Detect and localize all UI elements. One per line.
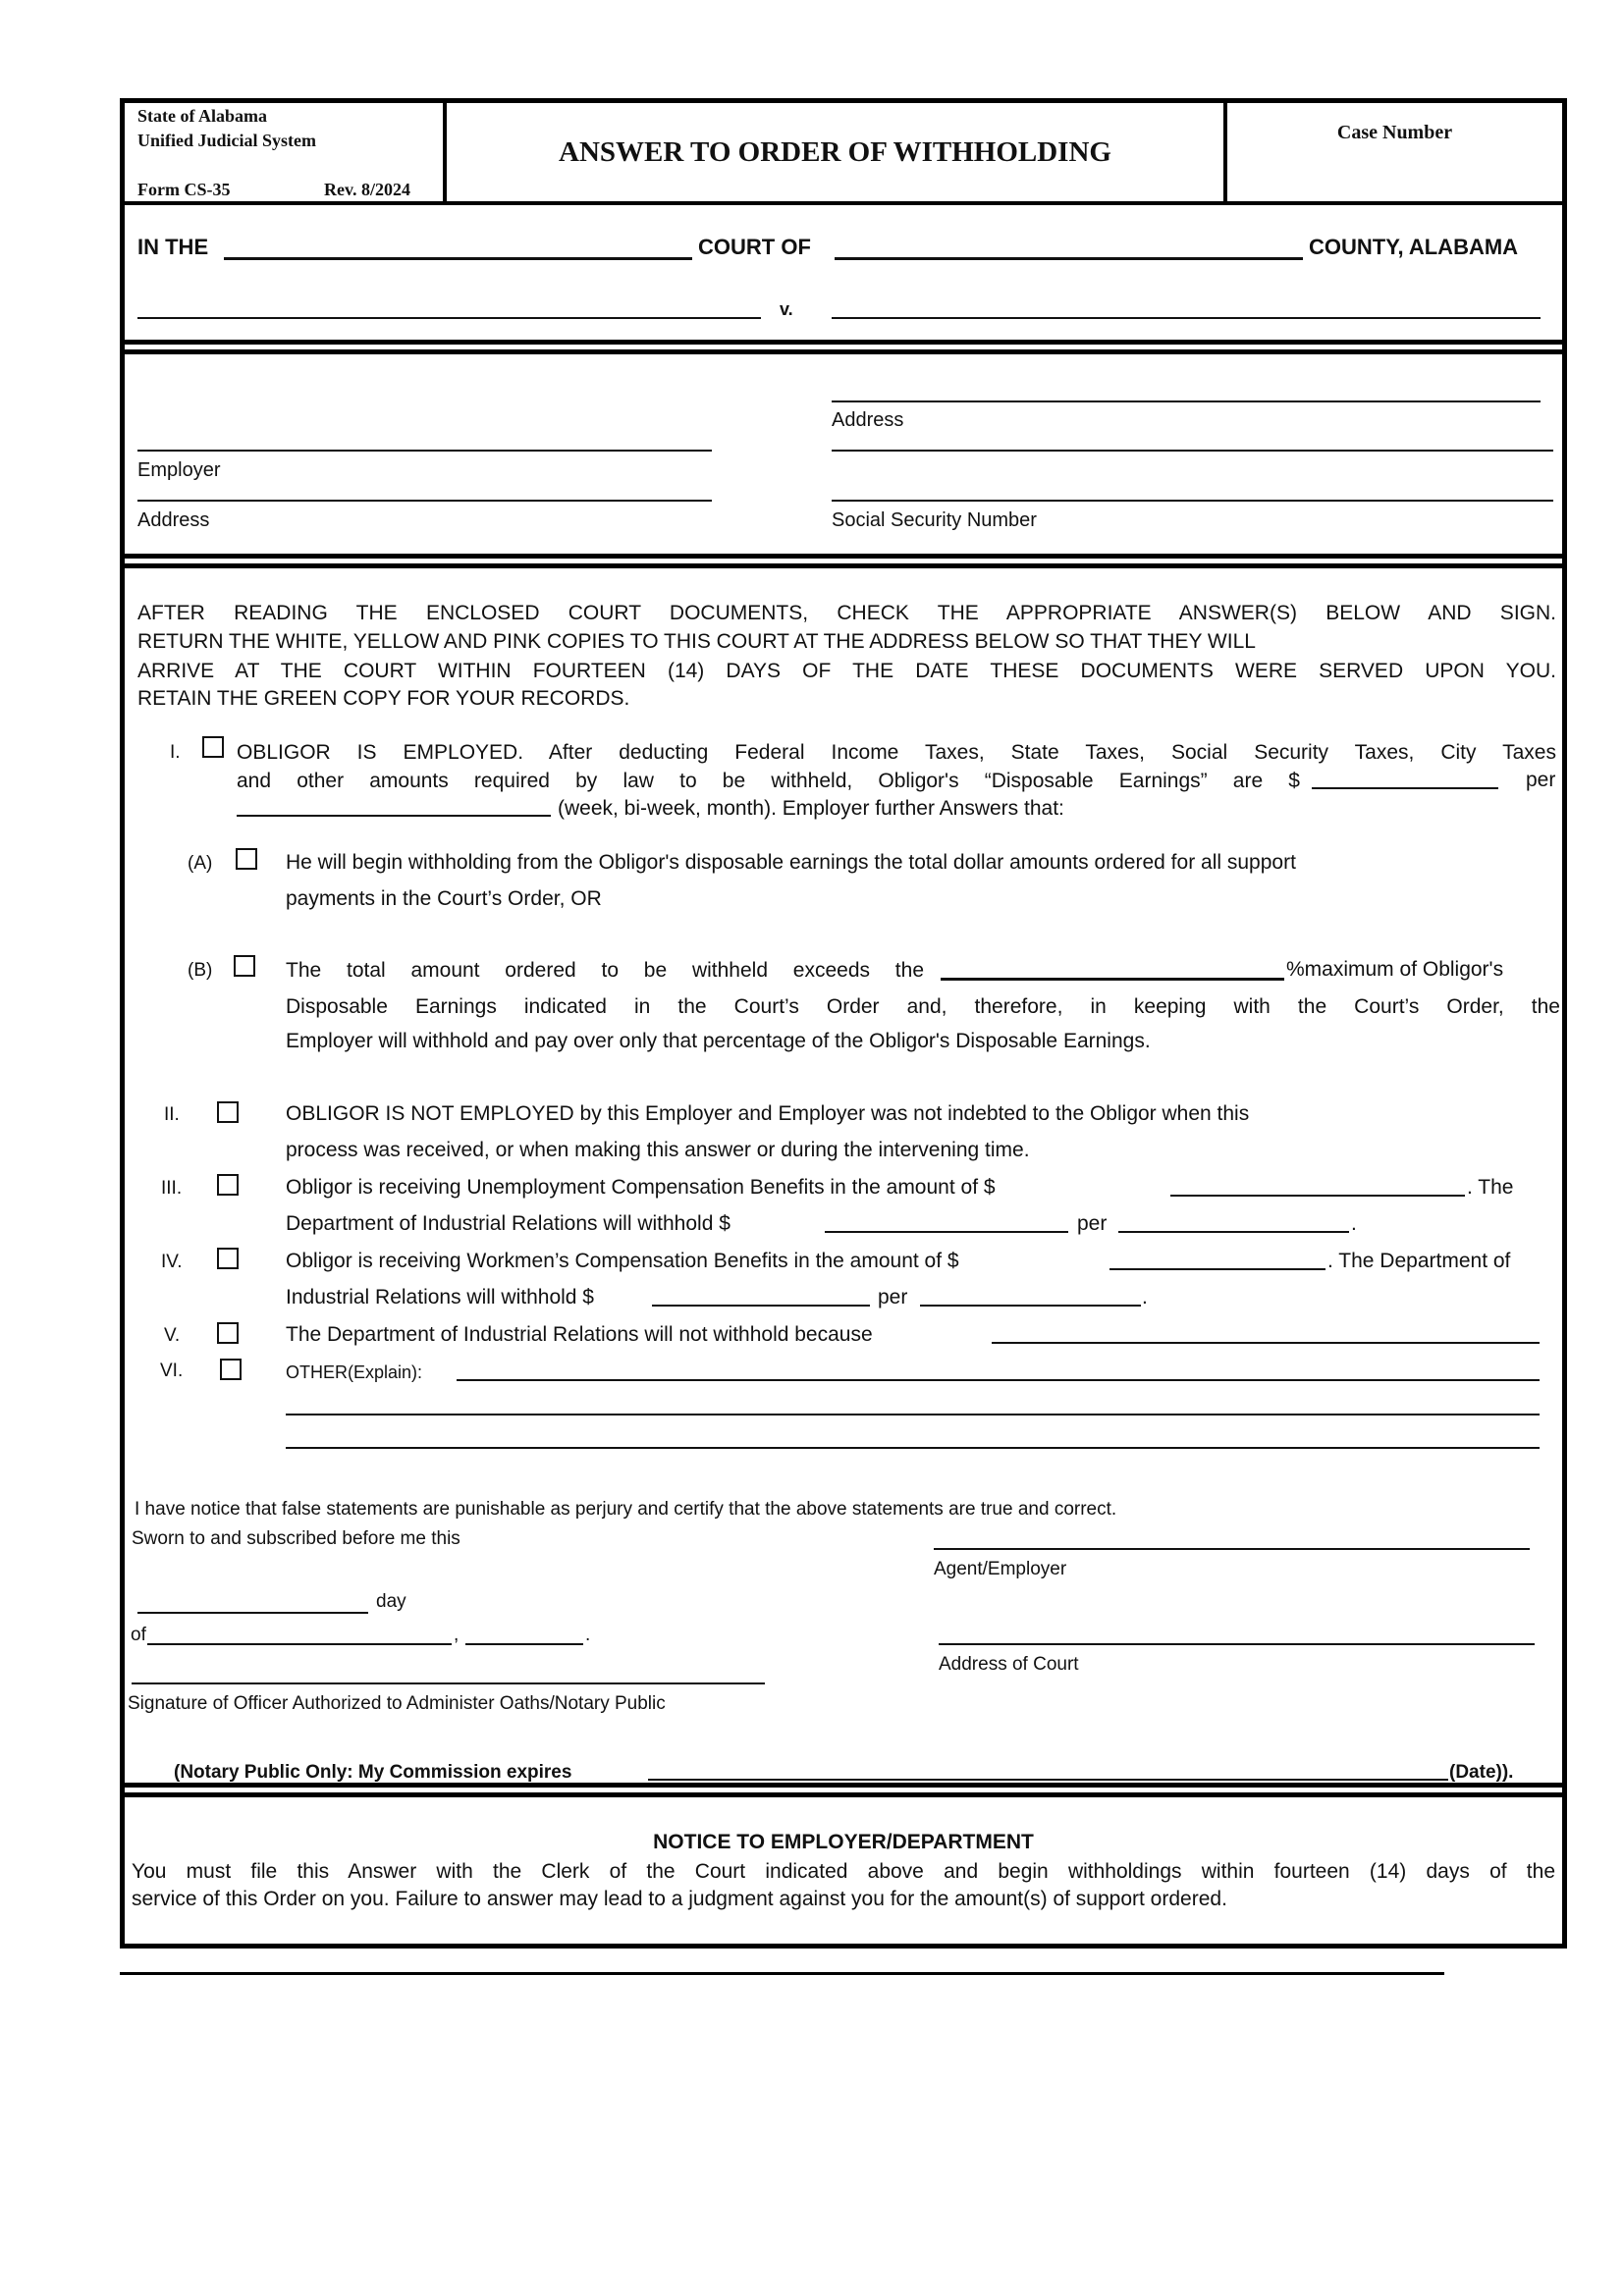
- court-type-field[interactable]: [224, 257, 692, 260]
- unemployment-period-field[interactable]: [1118, 1231, 1349, 1233]
- county-field[interactable]: [835, 257, 1303, 260]
- double-rule-3a: [120, 1783, 1567, 1788]
- unemployment-withhold-field[interactable]: [825, 1231, 1068, 1233]
- obligor-address-field[interactable]: [832, 400, 1541, 402]
- option-a-label: (A): [188, 853, 213, 874]
- versus-label: v.: [780, 299, 793, 319]
- notice-line-2: service of this Order on you. Failure to answer may lead to a judgment against you for the amount(s) of support ordered.: [132, 1888, 1227, 1910]
- court-address-field[interactable]: [939, 1643, 1535, 1645]
- option-b-line-1b: %maximum of Obligor's: [1286, 958, 1504, 981]
- frame-top-border: [120, 98, 1567, 103]
- instruction-line-3: ARRIVE AT THE COURT WITHIN FOURTEEN (14) DAYS OF THE DATE THESE DOCUMENTS WERE SERVED UPON YOU.: [137, 660, 1556, 682]
- option-iv-per-label: per: [878, 1286, 908, 1308]
- header-col-divider-2: [1223, 98, 1227, 204]
- option-b-line-3: Employer will withhold and pay over only that percentage of the Obligor's Disposable Earnings.: [286, 1030, 1151, 1052]
- other-explain-field-3[interactable]: [286, 1447, 1540, 1449]
- option-vi-numeral: VI.: [160, 1361, 184, 1381]
- notary-date-label: (Date)).: [1449, 1762, 1514, 1783]
- option-iii-period: .: [1351, 1212, 1357, 1235]
- option-b-line-2: Disposable Earnings indicated in the Court’s Order and, therefore, in keeping with the Court’s Order, the: [286, 995, 1560, 1018]
- option-a-line-2: payments in the Court’s Order, OR: [286, 887, 602, 910]
- double-rule-1a: [120, 340, 1567, 345]
- form-number: Form CS-35: [137, 180, 231, 199]
- footer-rule: [120, 1972, 1444, 1975]
- option-i-line-3: (week, bi-week, month). Employer further Answers that:: [558, 797, 1064, 820]
- agency-system: Unified Judicial System: [137, 131, 317, 150]
- option-ii-checkbox[interactable]: [217, 1101, 239, 1123]
- day-field[interactable]: [137, 1612, 368, 1614]
- obligor-address-line2-field[interactable]: [832, 450, 1553, 452]
- officer-signature-label: Signature of Officer Authorized to Administer Oaths/Notary Public: [128, 1693, 666, 1714]
- instruction-line-1: AFTER READING THE ENCLOSED COURT DOCUMENTS, CHECK THE APPROPRIATE ANSWER(S) BELOW AND SIGN.: [137, 602, 1556, 624]
- option-vi-checkbox[interactable]: [220, 1359, 242, 1380]
- ssn-label: Social Security Number: [832, 509, 1037, 531]
- agent-employer-signature-field[interactable]: [934, 1548, 1530, 1550]
- option-iii-line-2a: Department of Industrial Relations will withhold $: [286, 1212, 730, 1235]
- workmens-comp-amount-field[interactable]: [1109, 1268, 1325, 1270]
- day-label: day: [376, 1591, 406, 1612]
- frame-right-border: [1562, 98, 1567, 1949]
- sworn-statement: Sworn to and subscribed before me this: [132, 1528, 460, 1549]
- court-of-label: COURT OF: [698, 235, 811, 259]
- frame-bottom-border: [120, 1944, 1567, 1949]
- option-iv-numeral: IV.: [161, 1252, 183, 1272]
- perjury-statement: I have notice that false statements are punishable as perjury and certify that the above statements are true and correct.: [135, 1499, 1117, 1520]
- option-iv-checkbox[interactable]: [217, 1248, 239, 1269]
- double-rule-3b: [120, 1792, 1567, 1797]
- not-withhold-reason-field[interactable]: [992, 1342, 1540, 1344]
- form-title: ANSWER TO ORDER OF WITHHOLDING: [559, 136, 1111, 168]
- commission-expires-field[interactable]: [648, 1779, 1448, 1781]
- option-i-per-label: per: [1526, 769, 1556, 791]
- option-iii-checkbox[interactable]: [217, 1174, 239, 1196]
- unemployment-amount-field[interactable]: [1170, 1195, 1465, 1197]
- in-the-label: IN THE: [137, 235, 209, 259]
- disposable-earnings-field[interactable]: [1312, 787, 1498, 789]
- case-number-field[interactable]: [1239, 147, 1551, 194]
- form-revision: Rev. 8/2024: [324, 180, 410, 199]
- other-explain-field-2[interactable]: [286, 1414, 1540, 1415]
- year-field[interactable]: [465, 1643, 583, 1645]
- plaintiff-field[interactable]: [137, 317, 761, 319]
- of-label: of: [131, 1625, 146, 1645]
- option-iii-per-label: per: [1077, 1212, 1108, 1235]
- month-year-comma: ,: [454, 1625, 460, 1645]
- option-a-checkbox[interactable]: [236, 848, 257, 870]
- option-vi-text: OTHER(Explain):: [286, 1362, 423, 1382]
- employer-label: Employer: [137, 459, 221, 481]
- option-a-line-1: He will begin withholding from the Obligor's disposable earnings the total dollar amounts ordered for all support: [286, 851, 1296, 874]
- max-percentage-field[interactable]: [941, 978, 1284, 981]
- option-v-numeral: V.: [164, 1325, 181, 1346]
- other-explain-field-1[interactable]: [457, 1379, 1540, 1381]
- option-b-checkbox[interactable]: [234, 955, 255, 977]
- case-number-label: Case Number: [1336, 122, 1453, 143]
- notary-commission-label: (Notary Public Only: My Commission expires: [174, 1762, 572, 1783]
- double-rule-2b: [120, 563, 1567, 568]
- officer-signature-field[interactable]: [132, 1682, 765, 1684]
- option-b-line-1a: The total amount ordered to be withheld exceeds the: [286, 959, 924, 982]
- date-period: .: [585, 1625, 591, 1645]
- month-field[interactable]: [147, 1643, 452, 1645]
- ssn-field[interactable]: [832, 500, 1553, 502]
- option-iv-line-1a: Obligor is receiving Workmen’s Compensation Benefits in the amount of $: [286, 1250, 959, 1272]
- notice-title: NOTICE TO EMPLOYER/DEPARTMENT: [653, 1831, 1034, 1853]
- county-alabama-label: COUNTY, ALABAMA: [1309, 235, 1519, 259]
- option-b-label: (B): [188, 960, 213, 981]
- employer-field[interactable]: [137, 450, 712, 452]
- agency-name: State of Alabama: [137, 106, 267, 126]
- option-ii-line-1: OBLIGOR IS NOT EMPLOYED by this Employer and Employer was not indebted to the Obligor when this: [286, 1102, 1250, 1125]
- workmens-comp-withhold-field[interactable]: [652, 1305, 870, 1307]
- option-iv-line-1b: . The Department of: [1327, 1250, 1511, 1272]
- workmens-comp-period-field[interactable]: [920, 1305, 1141, 1307]
- option-ii-numeral: II.: [164, 1104, 180, 1125]
- option-v-text: The Department of Industrial Relations will not withhold because: [286, 1323, 873, 1346]
- option-v-checkbox[interactable]: [217, 1322, 239, 1344]
- option-iv-line-2a: Industrial Relations will withhold $: [286, 1286, 594, 1308]
- pay-period-field[interactable]: [237, 815, 551, 817]
- option-i-checkbox[interactable]: [202, 736, 224, 758]
- defendant-field[interactable]: [832, 317, 1541, 319]
- option-iii-numeral: III.: [161, 1178, 183, 1199]
- address-left-label: Address: [137, 509, 210, 531]
- header-divider: [120, 201, 1567, 205]
- frame-left-border: [120, 98, 125, 1949]
- option-i-line-1: OBLIGOR IS EMPLOYED. After deducting Federal Income Taxes, State Taxes, Social Security Taxes, City Taxes: [237, 741, 1556, 764]
- option-iii-line-1a: Obligor is receiving Unemployment Compensation Benefits in the amount of $: [286, 1176, 996, 1199]
- court-address-label: Address of Court: [939, 1654, 1079, 1675]
- option-i-numeral: I.: [170, 742, 181, 763]
- instruction-line-4: RETAIN THE GREEN COPY FOR YOUR RECORDS.: [137, 687, 630, 710]
- option-ii-line-2: process was received, or when making this answer or during the intervening time.: [286, 1139, 1030, 1161]
- double-rule-1b: [120, 349, 1567, 354]
- employer-address-field[interactable]: [137, 500, 712, 502]
- address-right-label: Address: [832, 409, 904, 431]
- option-iii-line-1b: . The: [1467, 1176, 1514, 1199]
- agent-employer-label: Agent/Employer: [934, 1559, 1067, 1579]
- double-rule-2a: [120, 554, 1567, 559]
- instruction-line-2: RETURN THE WHITE, YELLOW AND PINK COPIES TO THIS COURT AT THE ADDRESS BELOW SO THAT THEY WILL: [137, 630, 1256, 653]
- notice-line-1: You must file this Answer with the Clerk of the Court indicated above and begin withholdings within fourteen (14) days of the: [132, 1860, 1555, 1883]
- option-i-line-2: and other amounts required by law to be withheld, Obligor's “Disposable Earnings” are $: [237, 770, 1300, 792]
- option-iv-period: .: [1142, 1286, 1148, 1308]
